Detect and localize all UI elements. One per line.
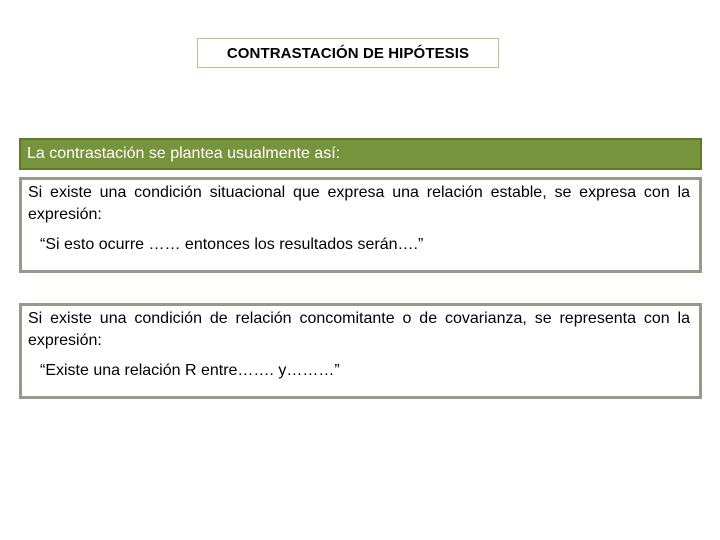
situational-condition-card: [19, 177, 702, 273]
card-body-text: Si existe una condición situacional que expresa una relación estable, se expresa con la expresión:: [28, 184, 690, 223]
card-quote-text: “Si esto ocurre …… entonces los resultados serán….”: [40, 236, 424, 253]
title-box: [197, 38, 499, 68]
card-body-text: Si existe una condición de relación concomitante o de covarianza, se representa con la expresión:: [28, 310, 690, 349]
covariance-condition-card: [19, 303, 702, 399]
intro-header-bar: [19, 138, 702, 170]
card-quote-text: “Existe una relación R entre……. y………”: [40, 362, 340, 379]
intro-header-text: La contrastación se plantea usualmente así:: [27, 145, 341, 162]
page-title: CONTRASTACIÓN DE HIPÓTESIS: [226, 44, 470, 62]
